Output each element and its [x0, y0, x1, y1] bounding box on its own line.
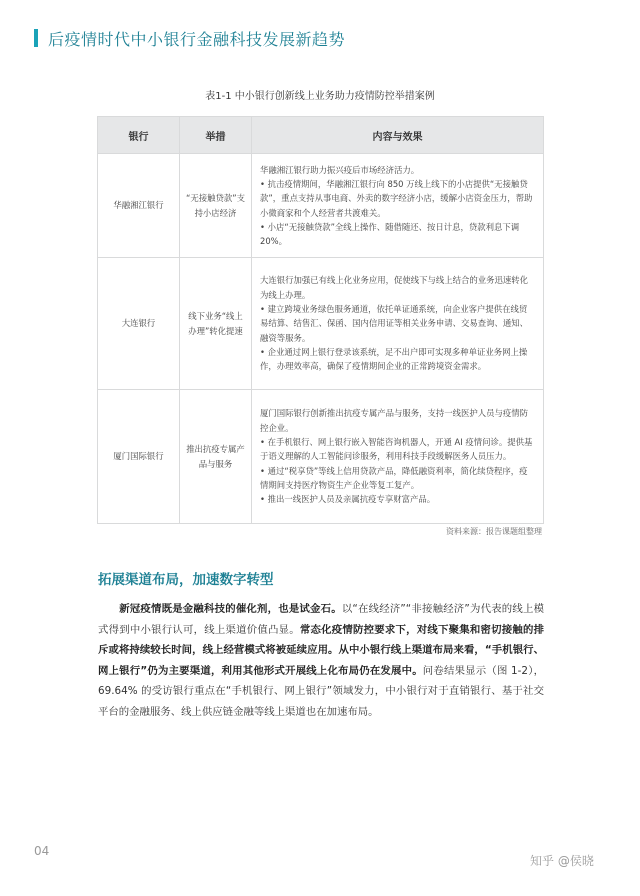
section-title: 拓展渠道布局，加速数字转型 [98, 572, 274, 588]
table-row [98, 154, 544, 258]
measure-cell: 推出抗疫专属产品与服务 [180, 390, 252, 524]
paragraph-bold-sentence: 新冠疫情既是金融科技的催化剂，也是试金石。 [119, 603, 342, 615]
table-row [98, 390, 544, 524]
column-header-bank: 银行 [98, 117, 180, 154]
content-cell [252, 258, 544, 390]
paragraph-text: 以“在线经济”“非接触经济”为代表的线上模式得到中小银行认可，线上渠道价值凸显。 [98, 603, 545, 636]
watermark: 知乎 @侯晓 [530, 854, 594, 868]
table-row [98, 258, 544, 390]
content-line: • 推出一线医护人员及亲属抗疫专享财富产品。 [260, 494, 436, 505]
paragraph-bold-sentence: 常态化疫情防控要求下，对线下聚集和密切接触的排斥或将持续较长时间，线上经营模式将被延续应用。从中小银行线上渠道布局来看，“手机银行、网上银行”仍为主要渠道，利用其他形式开展线上化布局仍在发展中。 [98, 623, 545, 677]
bank-cell: 华融湘江银行 [98, 154, 180, 258]
table-header-row [98, 117, 544, 154]
content-cell [252, 390, 544, 524]
content-line: • 在手机银行、网上银行嵌入智能咨询机器人，开通 AI 疫情问诊。提供基于语义理解的人工智能问诊服务，利用科技手段缓解医务人员压力。 [260, 437, 533, 462]
column-header-measure: 举措 [180, 117, 252, 154]
content-line: • 建立跨境业务绿色服务通道，依托单证通系统，向企业客户提供在线贸易结算、结售汇、保函、国内信用证等相关业务申请、交易查询、通知、融资等服务。 [260, 304, 528, 343]
page-number: 04 [34, 844, 50, 858]
content-line: • 抗击疫情期间，华融湘江银行向 850 万线上线下的小店提供“无接触贷款”，重点支持从事电商、外卖的数字经济小店，缓解小店资金压力，帮助小微商家和个人经营者共渡难关。 [260, 178, 533, 218]
content-line: 厦门国际银行创新推出抗疫专属产品与服务，支持一线医护人员与疫情防控企业。 [260, 408, 528, 433]
table-source-note: 资料来源：报告课题组整理 [446, 527, 542, 536]
content-line: • 通过“税享贷”等线上信用贷款产品，降低融资利率，简化续贷程序，疫情期间支持医疗物资生产企业等复工复产。 [260, 465, 528, 490]
table-caption: 表1-1 中小银行创新线上业务助力疫情防控举措案例 [205, 91, 435, 102]
body-paragraph [98, 599, 544, 722]
bank-cell: 厦门国际银行 [98, 390, 180, 524]
header-title: 后疫情时代中小银行金融科技发展新趋势 [48, 29, 346, 49]
bank-cell: 大连银行 [98, 258, 180, 390]
content-line: 华融湘江银行助力振兴疫后市场经济活力。 [260, 164, 420, 175]
measure-cell: 线下业务“线上办理”转化提速 [180, 258, 252, 390]
paragraph-text: 问卷结果显示（图 1-2），69.64% 的受访银行重点在“手机银行、网上银行”领域发力，中小银行对于直销银行、基于社交平台的金融服务、线上供应链金融等线上渠道也在加速布局。 [98, 664, 544, 718]
measure-cell: “无接触贷款”支持小店经济 [180, 154, 252, 258]
column-header-content: 内容与效果 [252, 117, 544, 154]
content-line: • 企业通过网上银行登录该系统，足不出户即可实现多种单证业务网上操作，办理效率高，确保了疫情期间企业的正常跨境资金需求。 [260, 346, 528, 372]
page-header [34, 28, 345, 48]
content-cell [252, 154, 544, 258]
header-accent-bar [34, 29, 38, 47]
content-line: 大连银行加强已有线上化业务应用，促使线下与线上结合的业务迅速转化为线上办理。 [260, 275, 528, 300]
content-line: • 小店“无接触贷款”全线上操作、随借随还、按日计息，贷款利息下调 20%。 [260, 221, 520, 247]
cases-table [97, 116, 544, 524]
